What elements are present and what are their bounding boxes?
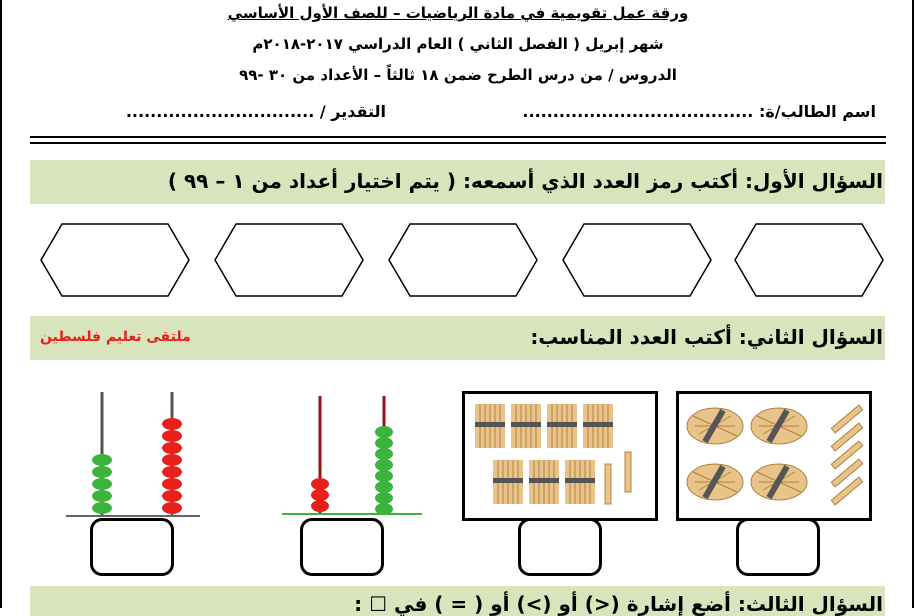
header-divider bbox=[30, 136, 886, 144]
ten-bundle bbox=[565, 460, 595, 504]
worksheet-title: ورقة عمل تقويمية في مادة الرياضيات – للصف الأول الأساسي bbox=[227, 4, 689, 22]
grade-field[interactable]: التقدير / ............................... bbox=[125, 102, 386, 121]
answer-hexagon[interactable] bbox=[388, 223, 538, 297]
question-3-band bbox=[30, 586, 885, 616]
ten-bundle bbox=[687, 464, 743, 500]
answer-hexagon[interactable] bbox=[40, 223, 190, 297]
single-stick bbox=[605, 464, 611, 504]
ten-bundle bbox=[583, 404, 613, 448]
ten-bundle bbox=[493, 460, 523, 504]
answer-box[interactable] bbox=[90, 518, 174, 576]
student-name-field[interactable]: اسم الطالب/ة: ...................................... bbox=[522, 102, 876, 121]
answer-box[interactable] bbox=[736, 518, 820, 576]
question-1-band bbox=[30, 160, 885, 204]
abacus-picture bbox=[60, 390, 200, 520]
watermark-text: ملتقى تعليم فلسطين bbox=[40, 329, 191, 345]
ten-bundle bbox=[475, 404, 505, 448]
answer-hexagon[interactable] bbox=[214, 223, 364, 297]
bundles-picture bbox=[462, 391, 658, 521]
bundles-picture bbox=[676, 391, 872, 521]
abacus-ones-beads bbox=[375, 426, 393, 515]
abacus-picture bbox=[278, 390, 428, 520]
abacus-ones-beads bbox=[162, 418, 182, 514]
abacus-tens-beads bbox=[311, 478, 329, 512]
ten-bundle bbox=[751, 408, 807, 444]
question-2-text: السؤال الثاني: أكتب العدد المناسب: bbox=[530, 325, 883, 349]
answer-hexagon[interactable] bbox=[562, 223, 712, 297]
ten-bundle bbox=[687, 408, 743, 444]
answer-hexagon[interactable] bbox=[734, 223, 884, 297]
question-2-band bbox=[30, 316, 885, 360]
question-3-text: السؤال الثالث: أضع إشارة (<) أو (>) أو ( = ) في ☐ : bbox=[354, 592, 883, 616]
ten-bundle bbox=[751, 464, 807, 500]
question-1-text: السؤال الأول: أكتب رمز العدد الذي أسمعه: ( يتم اختيار أعداد من ١ – ٩٩ ) bbox=[167, 169, 883, 193]
answer-box[interactable] bbox=[300, 518, 384, 576]
student-info-row bbox=[30, 102, 886, 128]
ten-bundle bbox=[529, 460, 559, 504]
single-stick bbox=[625, 452, 631, 492]
worksheet-period: شهر إبريل ( الفصل الثاني ) العام الدراسي ٢٠١٧-٢٠١٨م bbox=[252, 35, 664, 53]
answer-hexagons bbox=[40, 223, 886, 299]
abacus-tens-beads bbox=[92, 454, 112, 514]
ten-bundle bbox=[547, 404, 577, 448]
ten-bundle bbox=[511, 404, 541, 448]
answer-box[interactable] bbox=[518, 518, 602, 576]
worksheet-lessons: الدروس / من درس الطرح ضمن ١٨ ثالثاً – الأعداد من ٣٠ -٩٩ bbox=[239, 66, 677, 84]
